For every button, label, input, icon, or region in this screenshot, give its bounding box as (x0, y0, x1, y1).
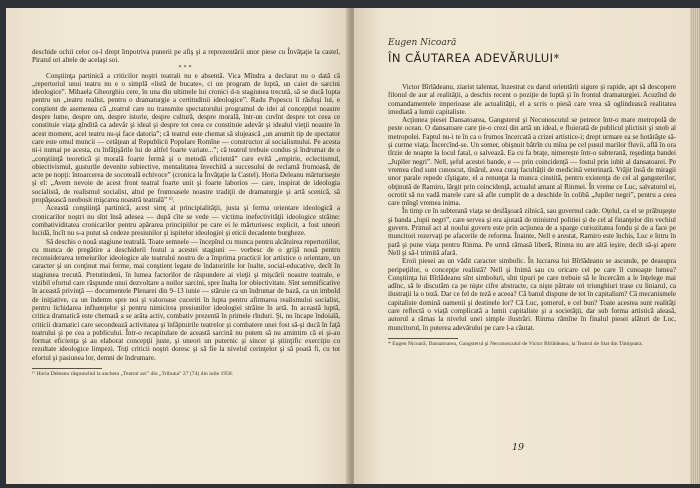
left-footnote: ¹⁾ Horia Deleanu răspunzînd la ancheta „Teatrul azi” din „Tribuna” 27 (74) din iulie 1958. (32, 370, 234, 377)
page-edges (690, 8, 700, 484)
left-paragraph-2: Conştiinţa partinică a criticilor noştri teatrali nu e absentă. Vica Mîndra a declarat nu o dată că „repertoriul unui teatru nu e o simplă «listă de bucate», ci un program de luptă, un caiet de sarcini ideologice”. Mihaela Gheorghiu cere, în una din ultimele lui cronici d-n stagiunea trecută, să se ducă lupta pentru un „teatru realist, pentru o dramaturgie a certitudinii ideologice”. Radu Popescu îi răsfuşi lui, e conştient de asemenea că „teatrul care nu transmite spectatorului programul de idei al concepţiei noastre despre lume, despre om, despre istorie, despre cultură, despre morală, într-un cuvînt despre tot ceea ce constituie viaţa gîndită ca adevăr şi ideal şi despre tot ceea ce constituie adevăr şi idealul vieţii noastre în acest moment, acel teatru nu-şi face datoria”; că teatrul este chemat să slujească „un anumit tip de spectator care este omul muncii — cetăţean al Republicii Populare Romîne — constructor al socialismului. Pe acesta ni-i numai pe acesta, cu înfăţişările lui de altfel foarte variate...”; că teatrul trebuie condus şi îndrumat de o „conştiinţă teoretică şi morală foarte fermă şi o metodă eficientă” care evită „empirie, eclectismul, obiectivismul, gusturile devenite subiective, mentalitatea învechită a succesului de reclamă frumoasă, de acte pe nopţi: întoarcerea de socoteală echivoce” (cronica la Învăţaţie la Castel). Horia Deleanu mărturiseşte şi el: „Avem nevoie de acest front teatral foarte unit şi foarte laborios — care, inspirat de ideologia socialistă, de realismul socialist, altul pe frumoasele noastre tradiţii de dramaturgie şi artă scenică, să propăşească neobosit mişcarea noastră teatrală” ¹⁾. (32, 71, 340, 205)
right-page (354, 8, 690, 484)
right-paragraph-2: Acţiunea piesei Dansatoarea, Gangsterul şi Necunoscutul se petrece într-o mare metropolă de peste ocean. O dansatoare care ţie-o crezi din artă un ideal, e fluierată de publicul plictisit şi snob al metropolei. Faptul nu-i te în ca o frumos încercată a crizei artistice-i; drept urmare ea se hotărăşte să-şi curme viaţa. Încercînd-se. Un somer, obişnuit bătrîn cu mîna pe cel pusul marilor fluvii, află în ora tîrzie de noapte la locul fatal, o salvează. Ea cu fa braţe, nimerește într-o subterană, reşedinţa bandei „Jupiler negri”. Nell, şeful acestei bande, e — prin coincidenţă — fostul prin iubit al dansatoarei. Pe vremea cînd sunt cunoscut, tînărul, avea curaj facultăţii de medicină veterinară. Vrăjit însă de miragii unor parale repede cîştigate, el a renunţat la munca cinstită, pentru existenţa de cel al gangsterilor, obţinută de Ramiro, lărgit prin coincidenţă, actualul amant al Rinmei. În vreme ce Luc, salvatorul ei, ocrotit să nu vadă marele care să afle cumplit de a deschide în colibă „Jupiler negri”, pentru a ceea care mîngî vremea inima. (388, 116, 676, 208)
left-page-body (32, 48, 340, 378)
section-separator: *** (178, 64, 194, 71)
article-author: Eugen Nicoară (388, 38, 457, 48)
right-footnote: * Eugen Nicoară, Dansatoarea, Gangsterul şi Necunoscutul de Victor Bîrlădeanu, la Teatrul de Stat din Timişoara. (388, 340, 643, 347)
footnote-divider (32, 368, 102, 369)
left-paragraph-3: Această conştiinţă partinică, acest simţ al principialităţii, justa şi ferma orientare ideologică a cronicarilor noştri nu sînt însă adesea — după cîte se vede — victima inefectivităţii ideologice străine: combatividitatea cronicarilor pentru apărarea principiilor pe care ei le mărturisesc explicit, a fost uneori lucidă, încît nu s-a putut să cedeze presiunilor şi ispitelor ideologiei şi eticii decadente burgheze. (32, 204, 340, 238)
right-page-body (388, 83, 676, 348)
left-page (6, 8, 352, 484)
article-title: ÎN CĂUTAREA ADEVĂRULUI* (388, 51, 560, 65)
page-number: 19 (512, 442, 525, 453)
right-paragraph-4: Eroii piesei au un vădit caracter simbolic. În lucrarea lui Bîrlădeanu se ascunde, pe deasupra peripeţiilor, o concepţie realistă? Nell şi Inimă sau cu oricare cel pe care îl cunoaşte lumea? Conştiinţa lui Bîrlădeanu sînt simboluri, sînt tipuri pe care trebuie să le încercăm a le înţelege mai adînc, să le discutăm ca pe nişte cifre abstracte, ca nişte pătrate ori triunghiuri trase cu liniarul, ca ilustraţii la o teză. Dar ce fel de teză e aceea? Că banul dispune de tot în capitalism? Că mecanismele capitaliste domină oamenii şi destinele lor? Că Luc, şomerul, e cel bun? Toate acestea sunt realităţi care reflectă o viaţă complicată a lumii capitaliste şi a societăţii, dar sub forma artistică aleasă, autorul a rămas la nivelul unei simple ilustrări. Rinma rămîne în finalul piesei alături de Luc, muncitorul, în puterea adevărului pe care l-a căutat. (388, 257, 676, 332)
footnote-divider (388, 338, 458, 339)
right-paragraph-3: În timp ce în subterană viaţa se desfăşoară zilnică, sau guvernul cade. Oţelul, ca el se prăbuşeşte şi banda „lupii negri”, care servea şi era ajutată de ministrul politiei şi de cel al finanţelor din vechiul guvern. Primul act al noului guvern este prin acţiunea de a sparge curiozitatea fondu şi de a face pe muncitori rezervaţi pe afacerile de reforma. Înainte, Nell e arestat, Ramiro este închis, Luc e întru în pată şi pune viaţa pentru Rinma. Pe urmă rămasă liberă, Rinma nu are altă ieşire, decît să-şi apere Nell şi să-l trimită afară. (388, 207, 676, 257)
left-paragraph-4: Să deschis o nouă stagiune teatrală. Toate semnele — începînd cu munca pentru alcătuirea repertoriilor, cu munca de pregătire a deschiderii fostul a acestei stagiuni — vorbesc de o grijă nouă pentru reconsiderarea temeiurilor ideologice ale teatrului nostru de a împrima practicii lor artistice o orientare, un caracter şi un conţinut mai ferme, mai conştient legate de îndatoririle lor înalte, social-educative, decît în stagiunea trecută. Pretutindeni, în lumea factorilor de răspundere ai vieţii şi mişcării noastre teatrale, e vizibil efortul care răspunde unui dezvoltare a noilor sarcini, spre înalta lor obiectivitate. Sînt semnificative în această privinţă — documentele Plenarei din 9–13 iunie — stăruie ca un îndrumar de bază, ca un imbold de iniţiative, ca un îndemn spre noi şi valoroase cuceriri în lupta pentru afirmarea realismului socialist, pentru lichidarea influenţelor şi pentru nimicirea presiunilor ideologiei străine în artă. In această luptă, critica dramatică este chemată a se arăta activ, combativ prezentă în primele rînduri. Şi, nu încape îndoială, criticii dramatici care secondează activitatea şi înfăptuirile teatrelor şi combatere unei fost să-şi ducă în faţă teatrului şi pe cea a publicului. Într-o recapitulare de această sarcină nu putem să nu amintim că ei şi-au format eficienţa şi au elaborat concepţii juste, şi uneori un puternic şi sincer şi ştiinţific exerciţiu cu rezultate ideologice limpezi. Toţi criticii noştri doresc şi să fie la nivelul cerinţelor şi să poată fi, cu tot efortul şi pasiunea lor, demni de îndrumare. (32, 237, 340, 362)
right-paragraph-1: Victor Bîrlădeanu, ziarist talentat, înzestrat cu darul orientării sigure şi rapide, apt să descopere filonul de aur al realităţii, a deschis recent o poziţie de luptă şi în frontul dramaturgiei. Acuzînd de comandamentele imperioase ale actualităţii, el a scris o piesă care vrea să oglindească realitatea imediată a lumii capitaliste. (388, 83, 676, 116)
left-paragraph-1: deschide ochii celor ce-l drept împotriva punerii pe afiş şi a reprezentării unor piese cu Învăţaţie la castel, Piratul ori altele de acelaşi soi. (32, 48, 340, 65)
